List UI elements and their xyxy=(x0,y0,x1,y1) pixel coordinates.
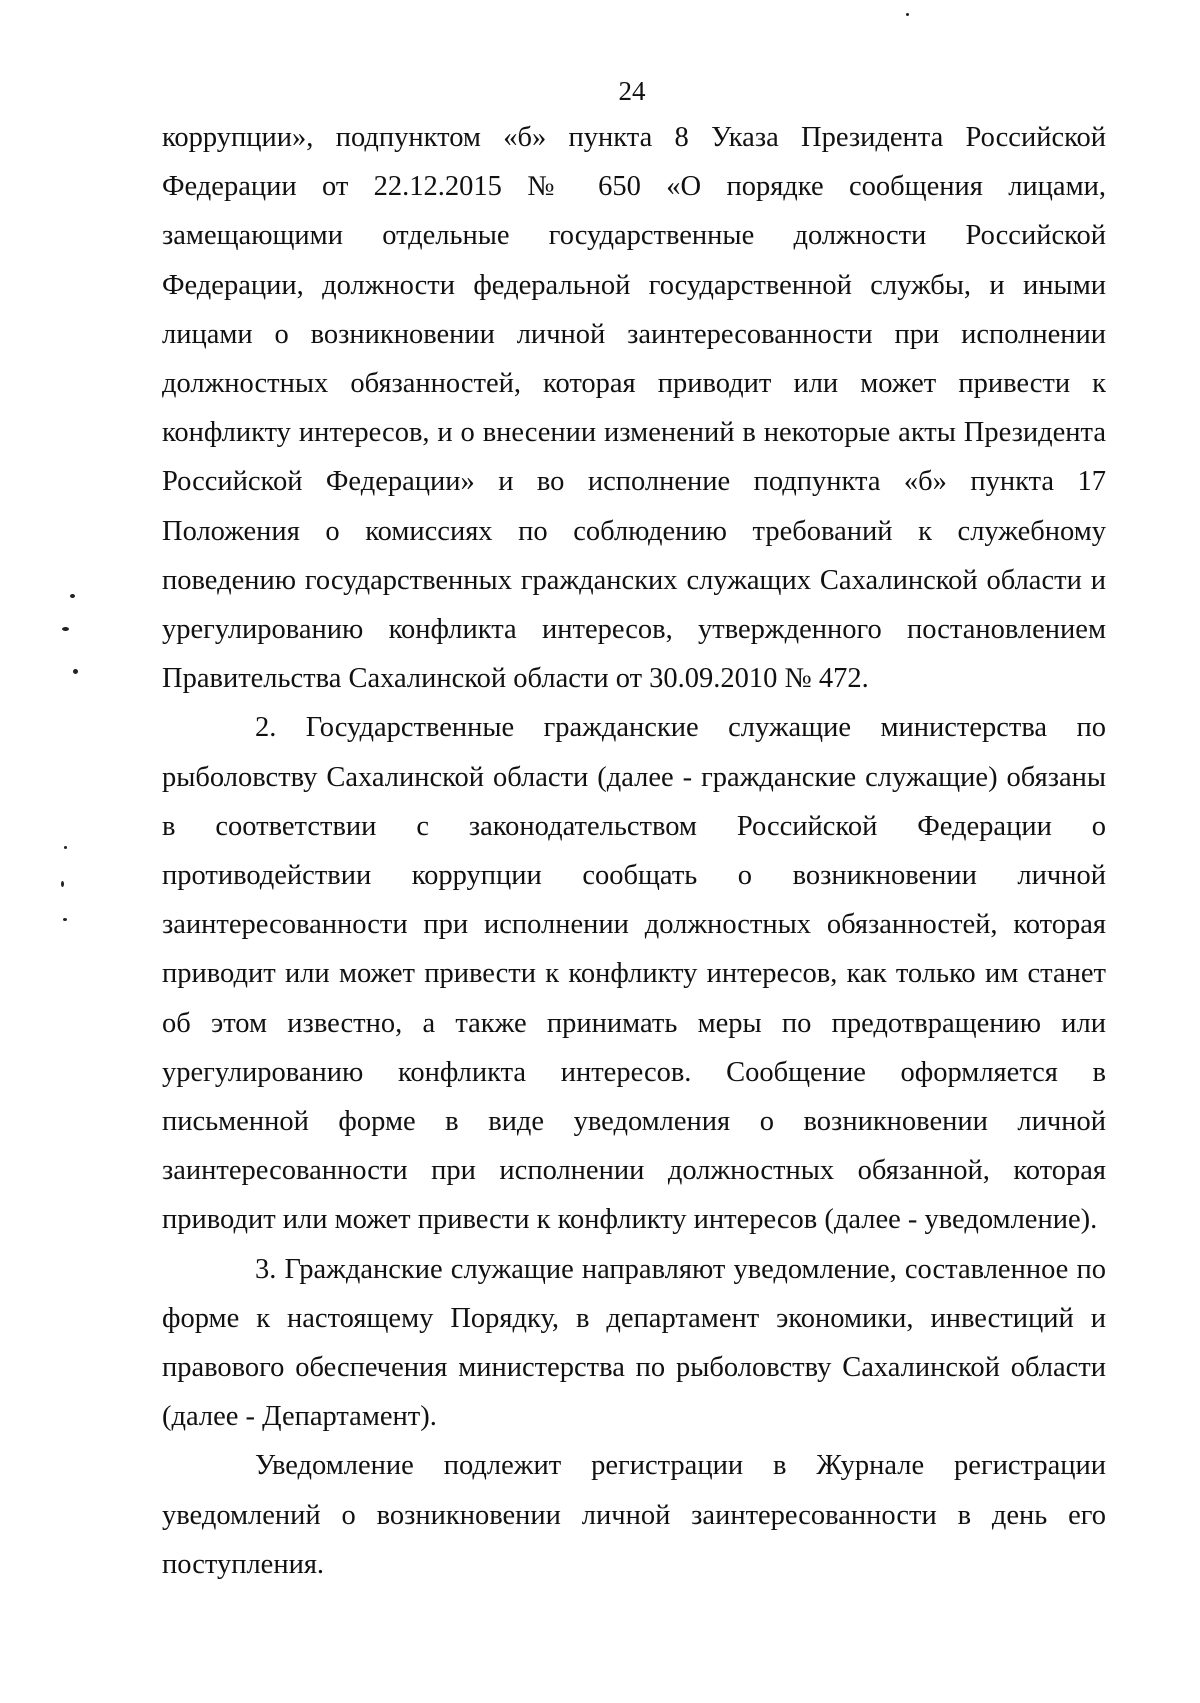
scan-speck xyxy=(73,669,78,674)
page-number: 24 xyxy=(618,76,646,106)
scan-speck xyxy=(61,881,64,887)
paragraph-registration: Уведомление подлежит регистрации в Журнале регистрации уведомлений о возникновении личной заинтересованности в день его поступления. xyxy=(162,1450,1106,1580)
paragraph-item-2: 2. Государственные гражданские служащие министерства по рыболовству Сахалинской области (далее - гражданские служащие) обязаны в соответствии с законодательством Российской Федерации о противодействии коррупции сообщать о возникновении личной заинтересованности при исполнении должностных обязанностей, которая приводит или может привести к конфликту интересов, как только им станет об этом известно, а также принимать меры по предотвращению или урегулированию конфликта интересов. Сообщение оформляется в письменной форме в виде уведомления о возникновении личной заинтересованности при исполнении должностных обязанной, которая приводит или может привести к конфликту интересов (далее - уведомление). xyxy=(162,712,1106,1236)
document-body xyxy=(162,113,1106,1589)
scan-speck xyxy=(70,594,75,598)
scan-speck xyxy=(62,627,69,631)
scan-speck xyxy=(64,846,67,849)
paragraph-continuation: коррупции», подпунктом «б» пункта 8 Указа Президента Российской Федерации от 22.12.2015 № 650 «О порядке сообщения лицами, замещающими отдельные государственные должности Российской Федерации, должности федеральной государственной службы, и иными лицами о возникновении личной заинтересованности при исполнении должностных обязанностей, которая приводит или может привести к конфликту интересов, и о внесении изменений в некоторые акты Президента Российской Федерации» и во исполнение подпункта «б» пункта 17 Положения о комиссиях по соблюдению требований к служебному поведению государственных гражданских служащих Сахалинской области и урегулированию конфликта интересов, утвержденного постановлением Правительства Сахалинской области от 30.09.2010 № 472. xyxy=(162,122,1106,695)
scan-speck xyxy=(906,13,909,16)
scan-speck xyxy=(63,918,67,921)
paragraph-item-3: 3. Гражданские служащие направляют уведомление, составленное по форме к настоящему Порядку, в департамент экономики, инвестиций и правового обеспечения министерства по рыболовству Сахалинской области (далее - Департамент). xyxy=(162,1253,1106,1433)
